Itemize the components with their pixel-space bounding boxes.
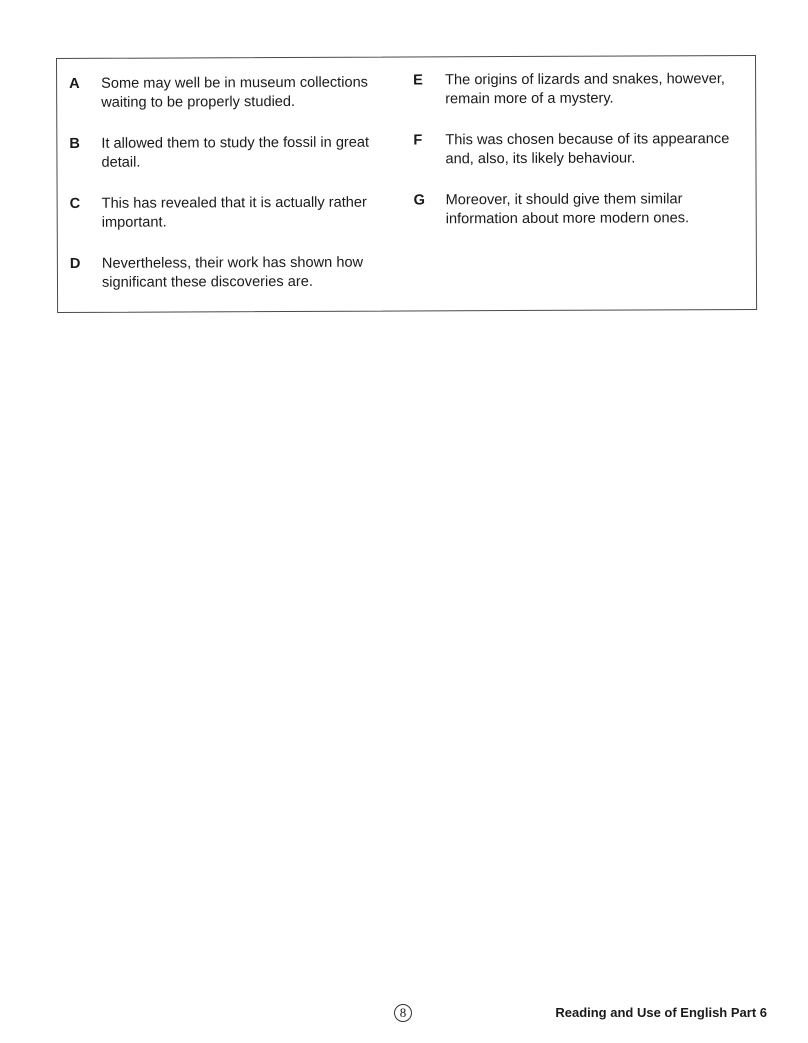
option-letter: C [69,195,81,212]
option-letter: F [413,132,423,149]
footer-section-label: Reading and Use of English Part 6 [555,1005,767,1020]
options-column-right [413,70,744,251]
page-number: 8 [394,1004,412,1022]
option-text: The origins of lizards and snakes, however, remain more of a mystery. [445,71,726,108]
option-g [414,190,744,229]
option-letter: B [69,135,80,152]
option-text: This was chosen because of its appearance and, also, its likely behaviour. [445,131,730,168]
options-box [56,55,757,313]
options-column-left [69,74,390,315]
option-text: It allowed them to study the fossil in great detail. [101,134,370,171]
option-d [70,254,390,293]
option-text: Some may well be in museum collections waiting to be properly studied. [101,74,369,111]
option-letter: A [69,75,80,92]
option-text: Nevertheless, their work has shown how significant these discoveries are. [101,254,364,291]
option-c [70,194,390,233]
option-letter: E [413,72,423,89]
option-e [413,70,743,109]
option-f [413,130,743,169]
option-text: This has revealed that it is actually rather important. [101,194,367,231]
option-letter: D [69,255,81,272]
option-a [69,74,389,113]
option-b [69,134,389,173]
option-text: Moreover, it should give them similar information about more modern ones. [445,191,690,228]
option-letter: G [413,192,426,209]
